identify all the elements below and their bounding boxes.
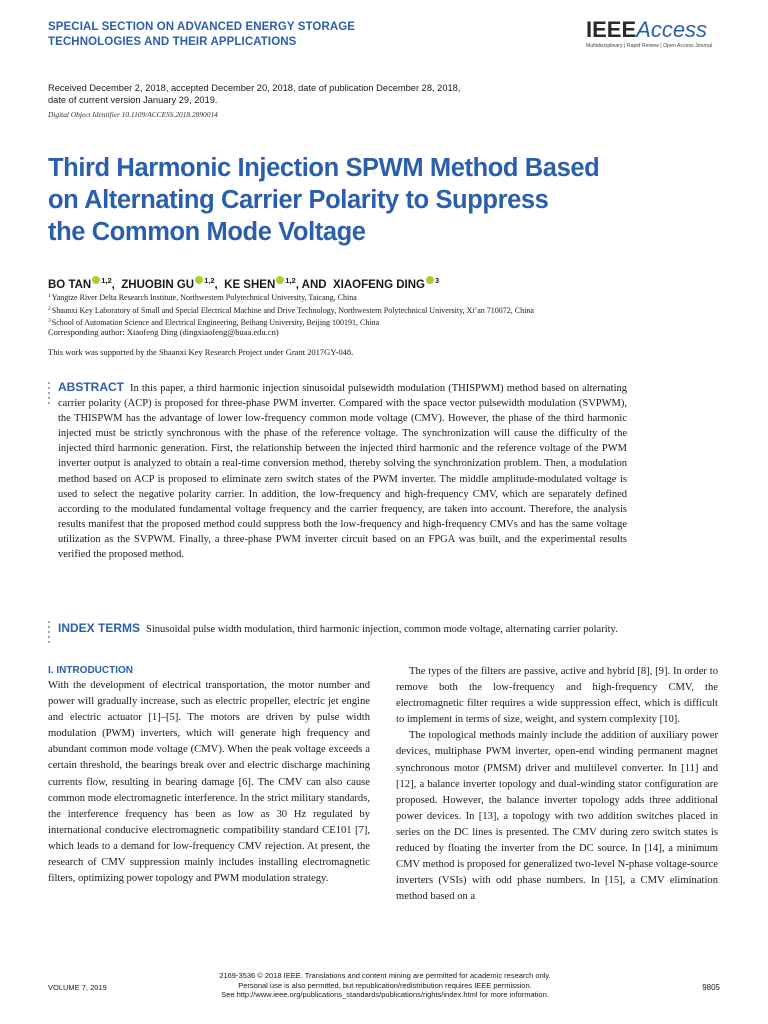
section-line-1: SPECIAL SECTION ON ADVANCED ENERGY STORAGE — [48, 21, 356, 33]
author — [332, 276, 440, 291]
orcid-icon[interactable] — [276, 276, 284, 284]
author-name: XIAOFENG DING — [332, 279, 425, 291]
copyright-line-1: 2169-3536 © 2018 IEEE. Translations and content mining are permitted for academic research only. — [219, 971, 551, 980]
received-dates — [48, 82, 568, 106]
author-separator: , — [111, 279, 119, 291]
abstract — [58, 380, 627, 562]
section-heading-introduction: I. INTRODUCTION — [48, 665, 133, 676]
logo-ieee: IEEE — [586, 17, 637, 42]
author-affil-sup: 1,2 — [101, 276, 112, 285]
title-line-3: the Common Mode Voltage — [48, 218, 366, 246]
index-terms — [58, 621, 627, 637]
logo-wordmark — [586, 18, 722, 42]
index-terms-heading: INDEX TERMS — [58, 621, 141, 635]
right-column — [396, 664, 718, 905]
affiliation-text: School of Automation Science and Electrical Engineering, Beihang University, Beijing 100191, China — [51, 318, 380, 327]
corresponding-author: Corresponding author: Xiaofeng Ding (dingxiaofeng@buaa.edu.cn) — [48, 327, 279, 337]
special-section-header — [48, 20, 408, 50]
author-separator: , — [214, 279, 221, 291]
index-terms-marker — [48, 621, 50, 646]
affiliation-number: 2 — [48, 305, 51, 312]
orcid-icon[interactable] — [195, 276, 203, 284]
affiliation-number: 1 — [48, 293, 51, 299]
orcid-icon[interactable] — [426, 276, 434, 284]
author-name: BO TAN — [48, 279, 92, 291]
paper-title — [48, 152, 708, 248]
author-affil-sup: 1,2 — [204, 276, 215, 285]
copyright-line-3[interactable]: See http://www.ieee.org/publications_standards/publications/rights/index.html for more information. — [221, 990, 549, 1000]
logo-access: Access — [636, 17, 708, 42]
footer-volume: VOLUME 7, 2019 — [48, 983, 107, 992]
footer-copyright — [180, 971, 590, 1000]
index-terms-text: Sinusoidal pulse width modulation, third harmonic injection, common mode voltage, alternating carrier polarity. — [146, 624, 618, 635]
intro-paragraph: With the development of electrical transportation, the motor number and power will gradually increase, such as electric propeller, electric jet engine and electric actuator [1]–[5]. The motors are driven by pulse width modulation (PWM) inverters, which will generate high frequency and abundant common mode voltage (CMV). When the peak voltage exceeds a certain threshold, the bearings break over and electric discharge machining currents flow, resulting in bearing damage [6]. The CMV can also cause common mode electromagnetic interference. In the strict military standards, the interference frequency has been as low as 30 Hz regulated by international conducive electromagnetic compatibility standard CE101 [7], which leads to a demand for low-frequency CMV rejection. At present, the research of CMV suppression mainly includes installing electromagnetic filters, optimizing power topology and PWM modulation strategy. — [48, 680, 370, 885]
title-line-1: Third Harmonic Injection SPWM Method Based — [48, 154, 600, 182]
author-affil-sup: 3 — [435, 276, 440, 285]
affiliation-text: Yangtze River Delta Research Institute, Northwestern Polytechnical University, Taicang, China — [51, 293, 357, 302]
affiliation-text: Shaanxi Key Laboratory of Small and Special Electrical Machine and Drive Technology, Northwestern Polytechnical University, Xi’an 710072, China — [51, 305, 534, 315]
intro-paragraph: The types of the filters are passive, active and hybrid [8], [9]. In order to remove both the low-frequency and high-frequency CMV, the electromagnetic filter requires a wide suppression effect, which is difficult to implement in terms of size, weight, and system complexity [10]. — [396, 666, 718, 726]
journal-logo — [586, 18, 722, 54]
author — [121, 276, 215, 291]
author — [224, 276, 296, 291]
title-line-2: on Alternating Carrier Polarity to Suppress — [48, 186, 549, 214]
abstract-text: In this paper, a third harmonic injection sinusoidal pulsewidth modulation (THISPWM) method based on alternating carrier polarity (ACP) is proposed for three-phase PWM inverter. Compared with the space vector pulsewidth modulation (SVPWM), the THISPWM has the advantage of lower low-frequency common mode voltage (CMV). However, the phase of the third harmonic injected must be strictly synchronous with the phase of the reference voltage. The synchronization will cause the difficulty of the injected third harmonic generation. First, the relationship between the injected third harmonic and the reference voltage of the PWM inverter output is analyzed to obtain a real-time conversion method, thereby solving the synchronization problem. Then, a modulation method based on ACP is proposed to eliminate zero switch states of the PWM inverter. The middle amplitude-modulated voltage is used to select the negative polarity carrier. In addition, the low-frequency and high-frequency CMV, which are separately defined according to the modulated fundamental voltage frequency and the carrier frequency, are taken into account. Therefore, the analysis results manifest that the proposed method could suppress both the low-frequency and high-frequency CMVs and has the same voltage utilization as the SVPWM. Finally, a three-phase PWM inverter circuit based on an FPGA was built, and the experimental results verified the proposed method. — [58, 383, 627, 561]
page-number: 9805 — [702, 983, 720, 992]
author-list — [48, 274, 648, 292]
affiliation — [48, 291, 738, 304]
copyright-line-2: Personal use is also permitted, but republication/redistribution requires IEEE permission. — [238, 980, 532, 990]
abstract-heading: ABSTRACT — [58, 380, 124, 394]
author-name: ZHUOBIN GU — [121, 279, 195, 291]
intro-paragraph: The topological methods mainly include the addition of auxiliary power devices, multiphase PWM inverter, open-end winding permanent magnet synchronous motor (PMSM) driver and multilevel converter. In [11] and [12], a balance inverter topology and dual-winding stator configuration are proposed. However, the balance inverter topology adds three additional power devices. In [13], a topology with two addition switches placed in series on the DC lines is presented. The CMV during zero switch states is reduced by floating the inverter from the DC source. In [14], a minimum CMV method is proposed for generalized two-level N-phase voltage-source inverters (VSIs) with odd phase numbers. In [15], a CMV elimination method based on a — [396, 730, 718, 903]
left-column — [48, 664, 370, 887]
funding-note: This work was supported by the Shaanxi Key Research Project under Grant 2017GY-048. — [48, 347, 354, 357]
orcid-icon[interactable] — [92, 276, 100, 284]
author — [48, 276, 112, 291]
author-separator: , AND — [295, 279, 330, 291]
author-name: KE SHEN — [224, 279, 276, 291]
received-line-2: date of current version January 29, 2019. — [48, 95, 218, 105]
affiliation — [48, 304, 738, 317]
affiliation-number: 3 — [48, 318, 51, 324]
affiliations — [48, 291, 738, 329]
received-line-1: Received December 2, 2018, accepted December 20, 2018, date of publication December 28, 2018, — [48, 83, 461, 93]
section-line-2: TECHNOLOGIES AND THEIR APPLICATIONS — [48, 36, 297, 48]
abstract-marker — [48, 382, 50, 407]
author-affil-sup: 1,2 — [285, 276, 296, 285]
doi: Digital Object Identifier 10.1109/ACCESS.2018.2890014 — [48, 110, 218, 119]
logo-tagline: Multidisciplinary | Rapid Review | Open Access Journal — [586, 43, 713, 49]
